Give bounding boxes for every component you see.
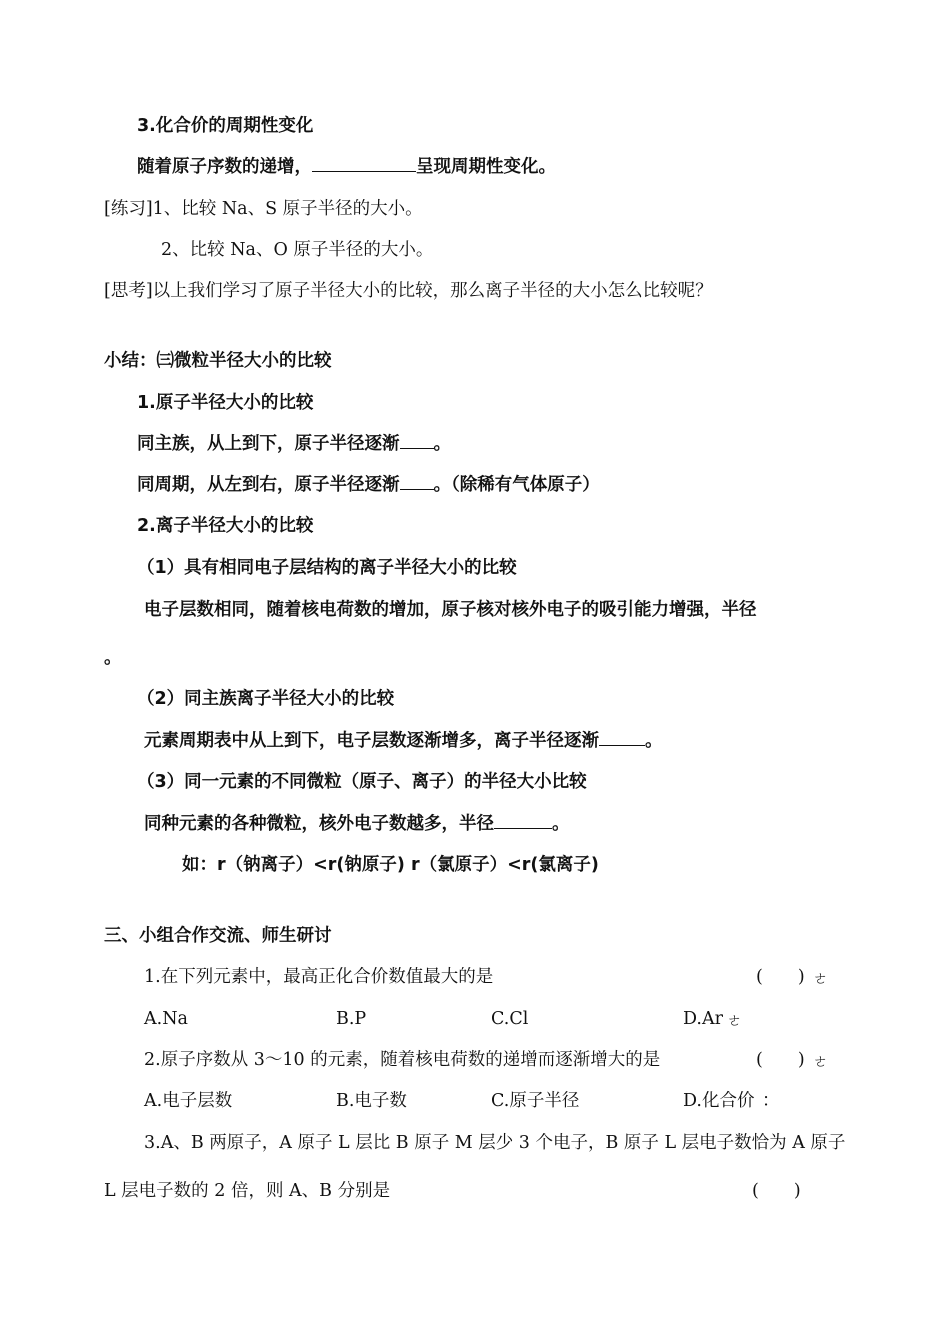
atom-line2-after: 。（除稀有气体原子） <box>433 475 600 495</box>
q1-stem: 1.在下列元素中，最高正化合价数值最大的是 <box>144 967 494 987</box>
ion-sub3-before: 同种元素的各种微粒，核外电子数越多，半径 <box>144 814 494 834</box>
ion-sub-3-text <box>144 812 570 836</box>
ion-sub-2: （2）同主族离子半径大小的比较 <box>137 689 395 709</box>
ion-sub-1-text: 电子层数相同，随着核电荷数的增加，原子核对核外电子的吸引能力增强，半径 <box>144 600 757 620</box>
q2-option-mark: ： <box>762 1091 780 1111</box>
atom-line1-before: 同主族，从上到下，原子半径逐渐 <box>137 434 400 454</box>
q2-mark: ㄜ <box>813 1052 829 1070</box>
answer-blank[interactable] <box>400 473 434 490</box>
atom-radius-line-1 <box>137 432 451 456</box>
q3-stem-line-2: L 层电子数的 2 倍，则 A、B 分别是 <box>104 1181 391 1201</box>
ion-sub-1: （1）具有相同电子层结构的离子半径大小的比较 <box>137 558 517 578</box>
practice-2: 2、比较 Na、O 原子半径的大小。 <box>161 240 434 260</box>
q1-option-a[interactable]: A.Na <box>144 1009 188 1029</box>
atom-line1-after: 。 <box>433 434 451 454</box>
part3-title: 三、小组合作交流、师生研讨 <box>104 926 332 946</box>
section3-text-before: 随着原子序数的递增， <box>137 157 312 177</box>
ion-sub-3: （3）同一元素的不同微粒（原子、离子）的半径大小比较 <box>137 772 587 792</box>
q2-option-c[interactable]: C.原子半径 <box>491 1091 580 1111</box>
example-line: 如：r（钠离子）<r(钠原子) r（氯原子）<r(氯离子) <box>182 855 599 875</box>
q1-mark: ㄜ <box>813 969 829 987</box>
q2-answer-paren[interactable]: ( ) <box>756 1050 805 1070</box>
ion-sub-2-text <box>144 729 663 753</box>
atom-line2-before: 同周期，从左到右，原子半径逐渐 <box>137 475 400 495</box>
q1-option-mark: ㄜ <box>727 1011 743 1029</box>
ion-radius-title: 2.离子半径大小的比较 <box>137 516 314 536</box>
section3-title: 3.化合价的周期性变化 <box>137 116 314 136</box>
q2-option-a[interactable]: A.电子层数 <box>144 1091 233 1111</box>
ion-sub3-after: 。 <box>552 814 570 834</box>
answer-blank[interactable] <box>494 812 552 829</box>
q1-answer-paren[interactable]: ( ) <box>756 967 805 987</box>
q2-stem: 2.原子序数从 3～10 的元素，随着核电荷数的递增而逐渐增大的是 <box>144 1050 661 1070</box>
answer-blank[interactable] <box>400 432 434 449</box>
atom-radius-title: 1.原子半径大小的比较 <box>137 393 314 413</box>
ion-sub2-before: 元素周期表中从上到下，电子层数逐渐增多，离子半径逐渐 <box>144 731 599 751</box>
q1-option-b[interactable]: B.P <box>336 1009 367 1029</box>
q1-option-d[interactable]: D.Ar <box>683 1009 723 1029</box>
ion-sub2-after: 。 <box>645 731 663 751</box>
section3-text-after: 呈现周期性变化。 <box>416 157 556 177</box>
q1-option-c[interactable]: C.Cl <box>491 1009 529 1029</box>
practice-1: [练习]1、比较 Na、S 原子半径的大小。 <box>104 199 423 219</box>
think-question: [思考]以上我们学习了原子半径大小的比较，那么离子半径的大小怎么比较呢？ <box>104 281 713 301</box>
q2-option-b[interactable]: B.电子数 <box>336 1091 407 1111</box>
summary-title: 小结：㈢微粒半径大小的比较 <box>104 351 332 371</box>
answer-blank[interactable] <box>599 729 645 746</box>
answer-blank[interactable] <box>312 155 416 172</box>
ion-sub-1-end: 。 <box>104 648 122 668</box>
atom-radius-line-2 <box>137 473 600 497</box>
q3-stem-line-1: 3.A、B 两原子，A 原子 L 层比 B 原子 M 层少 3 个电子，B 原子 L 层电子数恰为 A 原子 <box>144 1133 846 1153</box>
section3-text <box>137 155 556 179</box>
q3-answer-paren[interactable]: ( ) <box>752 1181 801 1201</box>
q2-option-d[interactable]: D.化合价 <box>683 1091 755 1111</box>
